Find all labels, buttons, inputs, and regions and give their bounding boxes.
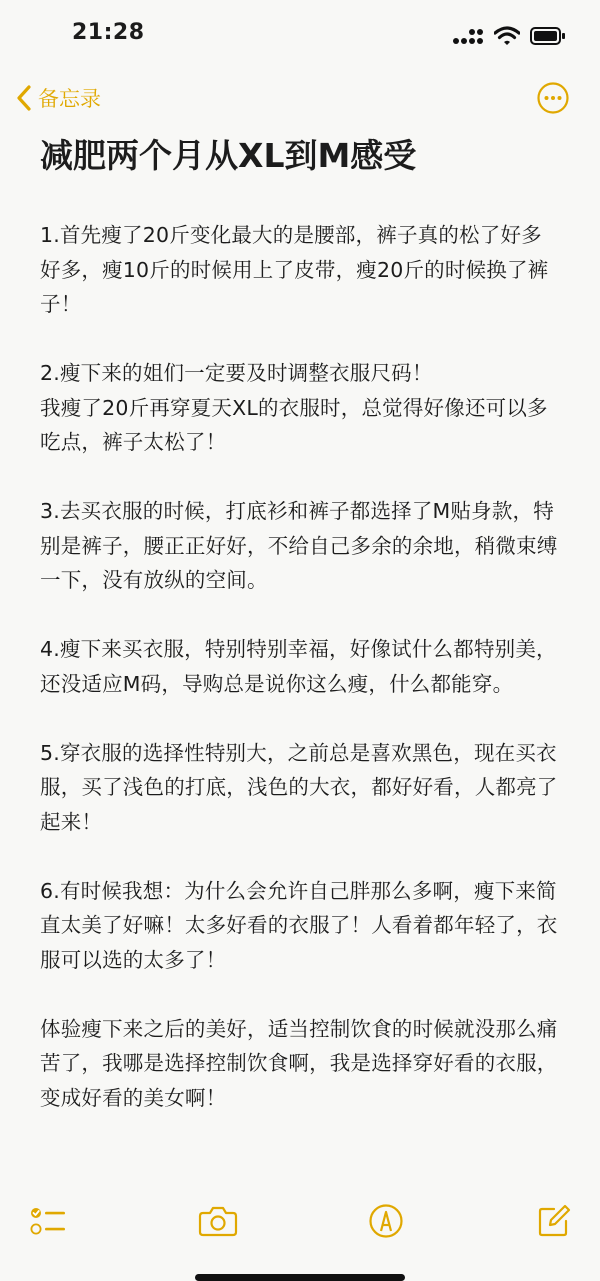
note-paragraph-5: 5.穿衣服的选择性特别大，之前总是喜欢黑色，现在买衣服，买了浅色的打底，浅色的大衣，都好好看，人都亮了起来！	[40, 740, 558, 834]
checklist-button[interactable]	[28, 1201, 68, 1241]
status-icons	[452, 24, 566, 48]
chevron-left-icon	[16, 85, 32, 111]
note-paragraph-2: 2.瘦下来的姐们一定要及时调整衣服尺码！ 我瘦了20斤再穿夏天XL的衣服时，总觉得好像还可以多吃点，裤子太松了！	[40, 361, 548, 454]
status-bar	[0, 0, 600, 70]
battery-icon	[530, 26, 566, 46]
home-indicator[interactable]	[195, 1274, 405, 1281]
compose-button[interactable]	[534, 1201, 574, 1241]
camera-icon	[198, 1205, 238, 1237]
note-body[interactable]	[40, 218, 560, 1150]
markup-pen-icon	[368, 1203, 404, 1239]
compose-icon	[536, 1203, 572, 1239]
bottom-toolbar	[0, 1195, 600, 1245]
wifi-icon	[494, 26, 520, 46]
back-label: 备忘录	[38, 87, 101, 111]
note-paragraph-7: 体验瘦下来之后的美好，适当控制饮食的时候就没那么痛苦了，我哪是选择控制饮食啊，我是选择穿好看的衣服，变成好看的美女啊！	[40, 1016, 558, 1110]
back-button[interactable]	[16, 78, 101, 118]
more-options-icon[interactable]	[536, 81, 570, 115]
checklist-icon	[29, 1204, 67, 1238]
note-paragraph-4: 4.瘦下来买衣服，特别特别幸福，好像试什么都特别美，还没适应M码，导购总是说你这么瘦，什么都能穿。	[40, 637, 557, 696]
note-paragraph-1: 1.首先瘦了20斤变化最大的是腰部，裤子真的松了好多好多，瘦10斤的时候用上了皮带，瘦20斤的时候换了裤子！	[40, 223, 549, 316]
note-title[interactable]: 减肥两个月从XL到M感受	[40, 136, 417, 175]
markup-button[interactable]	[366, 1201, 406, 1241]
note-paragraph-6: 6.有时候我想：为什么会允许自己胖那么多啊，瘦下来简直太美了好嘛！太多好看的衣服了！人看着都年轻了，衣服可以选的太多了！	[40, 878, 558, 972]
status-time: 21:28	[72, 20, 145, 45]
cellular-signal-icon	[452, 26, 484, 46]
nav-bar	[0, 76, 600, 120]
note-paragraph-3: 3.去买衣服的时候，打底衫和裤子都选择了M贴身款，特别是裤子，腰正正好好，不给自己多余的余地，稍微束缚一下，没有放纵的空间。	[40, 499, 558, 592]
camera-button[interactable]	[198, 1201, 238, 1241]
